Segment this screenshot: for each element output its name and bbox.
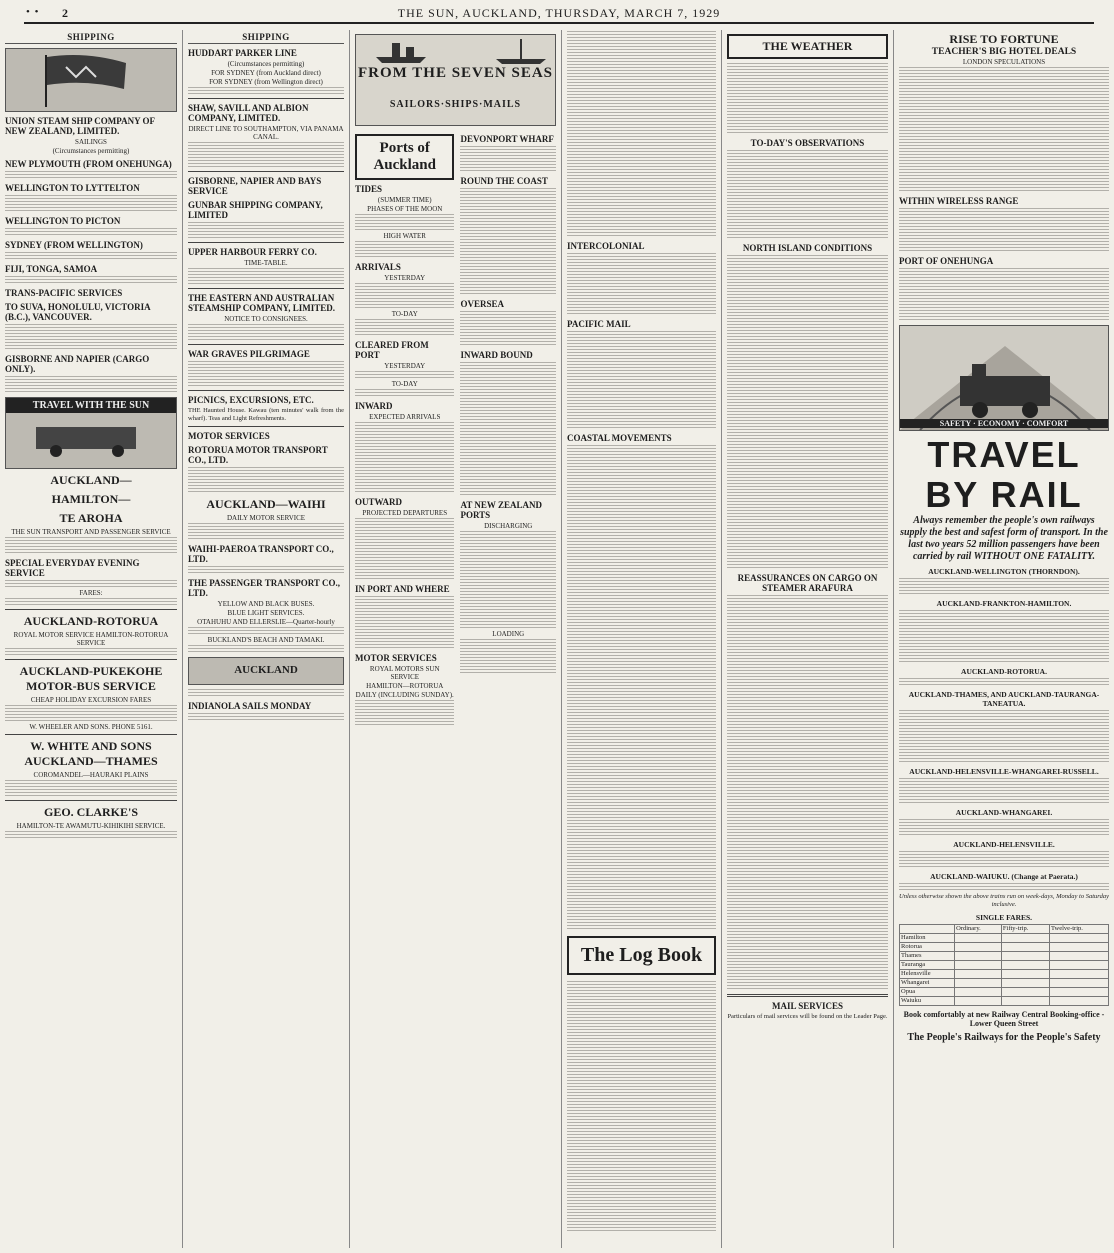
table-row <box>900 943 1109 952</box>
train-icon <box>900 326 1109 430</box>
auckland-sign-label: AUCKLAND <box>234 664 298 676</box>
rise-to-fortune: RISE TO FORTUNE <box>949 32 1059 46</box>
auckland-waihi-title: AUCKLAND—WAIHI <box>206 497 326 511</box>
rotorua-transport-title: ROTORUA MOTOR TRANSPORT CO., LTD. <box>188 445 328 465</box>
hamilton-rotorua: HAMILTON—ROTORUA <box>366 682 444 690</box>
schedule-helensville: AUCKLAND-HELENSVILLE. <box>953 840 1055 849</box>
trans-pacific-title: TRANS-PACIFIC SERVICES <box>5 288 123 298</box>
coromandel-note: COROMANDEL—HAURAKI PLAINS <box>33 771 149 779</box>
fares-header-row <box>900 925 1109 934</box>
expected-arrivals: EXPECTED ARRIVALS <box>369 413 441 421</box>
fares-table <box>899 924 1109 1006</box>
column-rail <box>894 30 1114 1248</box>
route-hamilton: HAMILTON— <box>51 492 131 506</box>
column-shipping-news <box>562 30 722 1248</box>
sailings-title: SAILINGS <box>75 138 107 146</box>
shaw-savill-title: SHAW, SAVILL AND ALBION COMPANY, LIMITED. <box>188 103 309 123</box>
clarke-title: GEO. CLARKE'S <box>43 805 139 819</box>
schedule-helensville-russell: AUCKLAND-HELENSVILLE-WHANGAREI-RUSSELL. <box>909 767 1099 776</box>
seven-seas-banner <box>355 34 556 126</box>
timetable-label: TIME-TABLE. <box>244 259 288 267</box>
fares-title: FARES: <box>79 589 103 597</box>
oversea-title: OVERSEA <box>460 299 504 309</box>
high-water-title: HIGH WATER <box>383 232 426 240</box>
table-row <box>900 934 1109 943</box>
hamilton-service: HAMILTON-TE AWAMUTU-KIHIKIHI SERVICE. <box>16 822 166 830</box>
fare-station: Tauranga <box>900 961 955 970</box>
discharging-label: DISCHARGING <box>484 522 533 530</box>
fares-header-cell <box>900 925 955 934</box>
schedule-thames-tauranga: AUCKLAND-THAMES, AND AUCKLAND-TAURANGA-TANEATUA. <box>908 690 1100 708</box>
route-auckland: AUCKLAND— <box>50 473 132 487</box>
peoples-railways: The People's Railways for the People's Safety <box>907 1032 1101 1043</box>
yellow-black-buses: YELLOW AND BLACK BUSES. <box>217 600 315 608</box>
reassurances-title: REASSURANCES ON CARGO ON STEAMER ARAFURA <box>737 573 878 593</box>
direct-line-note: DIRECT LINE TO SOUTHAMPTON, VIA PANAMA CANAL. <box>188 125 344 141</box>
circumstances-note: (Circumstances permitting) <box>52 147 130 155</box>
war-graves-title: WAR GRAVES PILGRIMAGE <box>188 349 310 359</box>
coastal-movements-title: COASTAL MOVEMENTS <box>567 433 672 443</box>
mail-services-title: MAIL SERVICES <box>772 1001 843 1011</box>
auckland-rotorua-title: AUCKLAND-ROTORUA <box>23 614 159 628</box>
huddart-parker-title: HUDDART PARKER LINE <box>188 48 297 58</box>
table-row <box>900 961 1109 970</box>
table-row <box>900 997 1109 1006</box>
table-row <box>900 988 1109 997</box>
blue-light-services: BLUE LIGHT SERVICES. <box>227 609 305 617</box>
page-marks: • • <box>26 6 40 18</box>
bucklands-beach: BUCKLAND'S BEACH AND TAMAKI. <box>207 636 325 644</box>
column-shipping-2 <box>183 30 350 1248</box>
table-row <box>900 970 1109 979</box>
arrivals-today: TO-DAY <box>391 310 418 318</box>
route-gisborne: GISBORNE AND NAPIER (CARGO ONLY). <box>5 354 150 374</box>
motor-services-title: MOTOR SERVICES <box>188 431 270 441</box>
london-speculations: LONDON SPECULATIONS <box>962 58 1046 66</box>
fare-station: Hamilton <box>900 934 955 943</box>
arrivals-title: ARRIVALS <box>355 262 401 272</box>
intercolonial-title: INTERCOLONIAL <box>567 241 645 251</box>
tides-title: TIDES <box>355 184 383 194</box>
booking-office-note: Book comfortably at new Railway Central Booking-office - Lower Queen Street <box>903 1010 1105 1028</box>
phases-moon: PHASES OF THE MOON <box>367 205 443 213</box>
port-of-onehunga: PORT OF ONEHUNGA <box>899 256 994 266</box>
cleared-title: CLEARED FROM PORT <box>355 340 429 360</box>
route-suva: TO SUVA, HONOLULU, VICTORIA (B.C.), VANCOUVER. <box>5 302 151 322</box>
north-island-conditions: NORTH ISLAND CONDITIONS <box>742 243 873 253</box>
circumstances-note: (Circumstances permitting) <box>227 60 305 68</box>
schedule-rotorua: AUCKLAND-ROTORUA. <box>961 667 1047 676</box>
sydney-from-wellington: FOR SYDNEY (from Wellington direct) <box>209 78 323 86</box>
summer-time-note: (SUMMER TIME) <box>377 196 432 204</box>
devonport-wharf: DEVONPORT WHARF <box>460 134 554 144</box>
travel-with-sun-label: TRAVEL WITH THE SUN <box>6 398 176 413</box>
fare-station: Helensville <box>900 970 955 979</box>
round-the-coast: ROUND THE COAST <box>460 176 548 186</box>
fares-header-cell: Fifty-trip. <box>1001 925 1049 934</box>
flag-icon <box>6 49 177 111</box>
page-number: 2 <box>62 6 69 20</box>
cleared-today: TO-DAY <box>391 380 418 388</box>
outward-title: OUTWARD <box>355 497 403 507</box>
seven-seas-title: FROM THE SEVEN SEAS <box>357 65 553 81</box>
otahuhu-note: OTAHUHU AND ELLERSLIE—Quarter-hourly <box>197 618 335 626</box>
wheeler-sons: W. WHEELER AND SONS. PHONE 5161. <box>29 723 153 731</box>
daily-motor-service: DAILY MOTOR SERVICE <box>226 514 306 522</box>
weather-heading: THE WEATHER <box>727 34 888 59</box>
schedule-wellington: AUCKLAND-WELLINGTON (THORNDON). <box>928 567 1080 576</box>
table-row <box>900 979 1109 988</box>
indianola-sails: INDIANOLA SAILS MONDAY <box>188 701 312 711</box>
fare-station: Thames <box>900 952 955 961</box>
section-heading: SHIPPING <box>188 32 344 44</box>
fare-station: Whangarei <box>900 979 955 988</box>
column-ports <box>350 30 562 1248</box>
auckland-sign-illustration <box>188 657 344 685</box>
fare-station: Opua <box>900 988 955 997</box>
upper-harbour-title: UPPER HARBOUR FERRY CO. <box>188 247 317 257</box>
schedule-frankton-hamilton: AUCKLAND-FRANKTON-HAMILTON. <box>936 599 1072 608</box>
single-fares-title: SINGLE FARES. <box>975 913 1033 922</box>
within-wireless-range: WITHIN WIRELESS RANGE <box>899 196 1019 206</box>
ports-of-auckland: Ports of Auckland <box>355 134 454 180</box>
passenger-transport-title: THE PASSENGER TRANSPORT CO., LTD. <box>188 578 340 598</box>
section-heading: SHIPPING <box>5 32 177 44</box>
arrivals-yesterday: YESTERDAY <box>384 274 426 282</box>
todays-observations: TO-DAY'S OBSERVATIONS <box>750 138 865 148</box>
route-sydney: SYDNEY (FROM WELLINGTON) <box>5 240 143 250</box>
projected-departures: PROJECTED DEPARTURES <box>362 509 448 517</box>
inward-title: INWARD <box>355 401 393 411</box>
fare-station: Rotorua <box>900 943 955 952</box>
schedule-waiuku: AUCKLAND-WAIUKU. (Change at Paerata.) <box>930 872 1078 881</box>
sun-transport-note: THE SUN TRANSPORT AND PASSENGER SERVICE <box>11 528 171 536</box>
picnics-title: PICNICS, EXCURSIONS, ETC. <box>188 395 314 405</box>
pukekohe-title: AUCKLAND-PUKEKOHE MOTOR-BUS SERVICE <box>19 664 163 693</box>
royal-motors-title: ROYAL MOTORS SUN SERVICE <box>369 665 440 681</box>
eastern-australian-title: THE EASTERN AND AUSTRALIAN STEAMSHIP COMPANY, LIMITED. <box>188 293 336 313</box>
travel-banner-illustration <box>5 397 177 469</box>
masthead <box>24 4 1094 24</box>
haunted-house-ad: THE Haunted House. Kawau (ten minutes' walk from the wharf). Teas and Light Refreshments. <box>188 407 344 422</box>
in-port-title: IN PORT AND WHERE <box>355 584 450 594</box>
special-service: SPECIAL EVERYDAY EVENING SERVICE <box>5 558 140 578</box>
daily-including-sunday: DAILY (INCLUDING SUNDAY). <box>355 691 454 699</box>
column-shipping-1 <box>0 30 183 1248</box>
route-te-aroha: TE AROHA <box>59 511 123 525</box>
company-title: UNION STEAM SHIP COMPANY OF NEW ZEALAND, LIMITED. <box>5 116 155 136</box>
route-fiji: FIJI, TONGA, SAMOA <box>5 264 98 274</box>
loading-label: LOADING <box>492 630 525 638</box>
sydney-from-auckland: FOR SYDNEY (from Auckland direct) <box>211 69 321 77</box>
column-weather <box>722 30 894 1248</box>
bus-icon <box>6 413 177 463</box>
white-sons-title: W. WHITE AND SONS AUCKLAND—THAMES <box>24 739 158 768</box>
at-nz-ports: AT NEW ZEALAND PORTS <box>460 500 543 520</box>
inward-bound-title: INWARD BOUND <box>460 350 533 360</box>
rail-slogan: Always remember the people's own railways supply the best and safest form of transport. In the last two years 52 million passengers have been carried by rail WITHOUT ONE FATALITY. <box>900 515 1108 562</box>
route-wellington-picton: WELLINGTON TO PICTON <box>5 216 121 226</box>
route-wellington-lyttelton: WELLINGTON TO LYTTELTON <box>5 183 140 193</box>
train-illustration <box>899 325 1109 431</box>
teacher-hotel-deals: TEACHER'S BIG HOTEL DEALS <box>931 47 1077 57</box>
schedule-note: Unless otherwise shown the above trains run on week-days, Monday to Saturday inclusive. <box>899 893 1109 908</box>
waihi-paeroa-title: WAIHI-PAEROA TRANSPORT CO., LTD. <box>188 544 334 564</box>
cleared-yesterday: YESTERDAY <box>384 362 426 370</box>
table-row <box>900 952 1109 961</box>
seven-seas-subtitle: SAILORS·SHIPS·MAILS <box>389 99 522 110</box>
flag-illustration <box>5 48 177 112</box>
royal-motor-note: ROYAL MOTOR SERVICE HAMILTON-ROTORUA SERVICE <box>13 631 169 647</box>
schedule-whangarei: AUCKLAND-WHANGAREI. <box>955 808 1053 817</box>
cheap-holiday: CHEAP HOLIDAY EXCURSION FARES <box>30 696 152 704</box>
ship-icon <box>356 35 556 65</box>
col3-motor-services: MOTOR SERVICES <box>355 653 437 663</box>
travel-by-rail: TRAVEL BY RAIL <box>925 434 1083 515</box>
safety-economy-comfort: SAFETY · ECONOMY · COMFORT <box>900 419 1108 428</box>
gisborne-napier-title: GISBORNE, NAPIER AND BAYS SERVICE <box>188 176 322 196</box>
newspaper-title: THE SUN, AUCKLAND, THURSDAY, MARCH 7, 1929 <box>397 6 721 20</box>
notice-consignees: NOTICE TO CONSIGNEES. <box>224 315 308 323</box>
route-new-plymouth: NEW PLYMOUTH (FROM ONEHUNGA) <box>5 159 172 169</box>
fares-header-cell: Ordinary. <box>955 925 1002 934</box>
fare-station: Waiuku <box>900 997 955 1006</box>
fares-header-cell: Twelve-trip. <box>1050 925 1109 934</box>
gunbar-title: GUNBAR SHIPPING COMPANY, LIMITED <box>188 200 323 220</box>
pacific-mail-title: PACIFIC MAIL <box>567 319 631 329</box>
mail-services-note: Particulars of mail services will be found on the Leader Page. <box>727 1013 888 1020</box>
log-book-heading: The Log Book <box>567 936 716 975</box>
